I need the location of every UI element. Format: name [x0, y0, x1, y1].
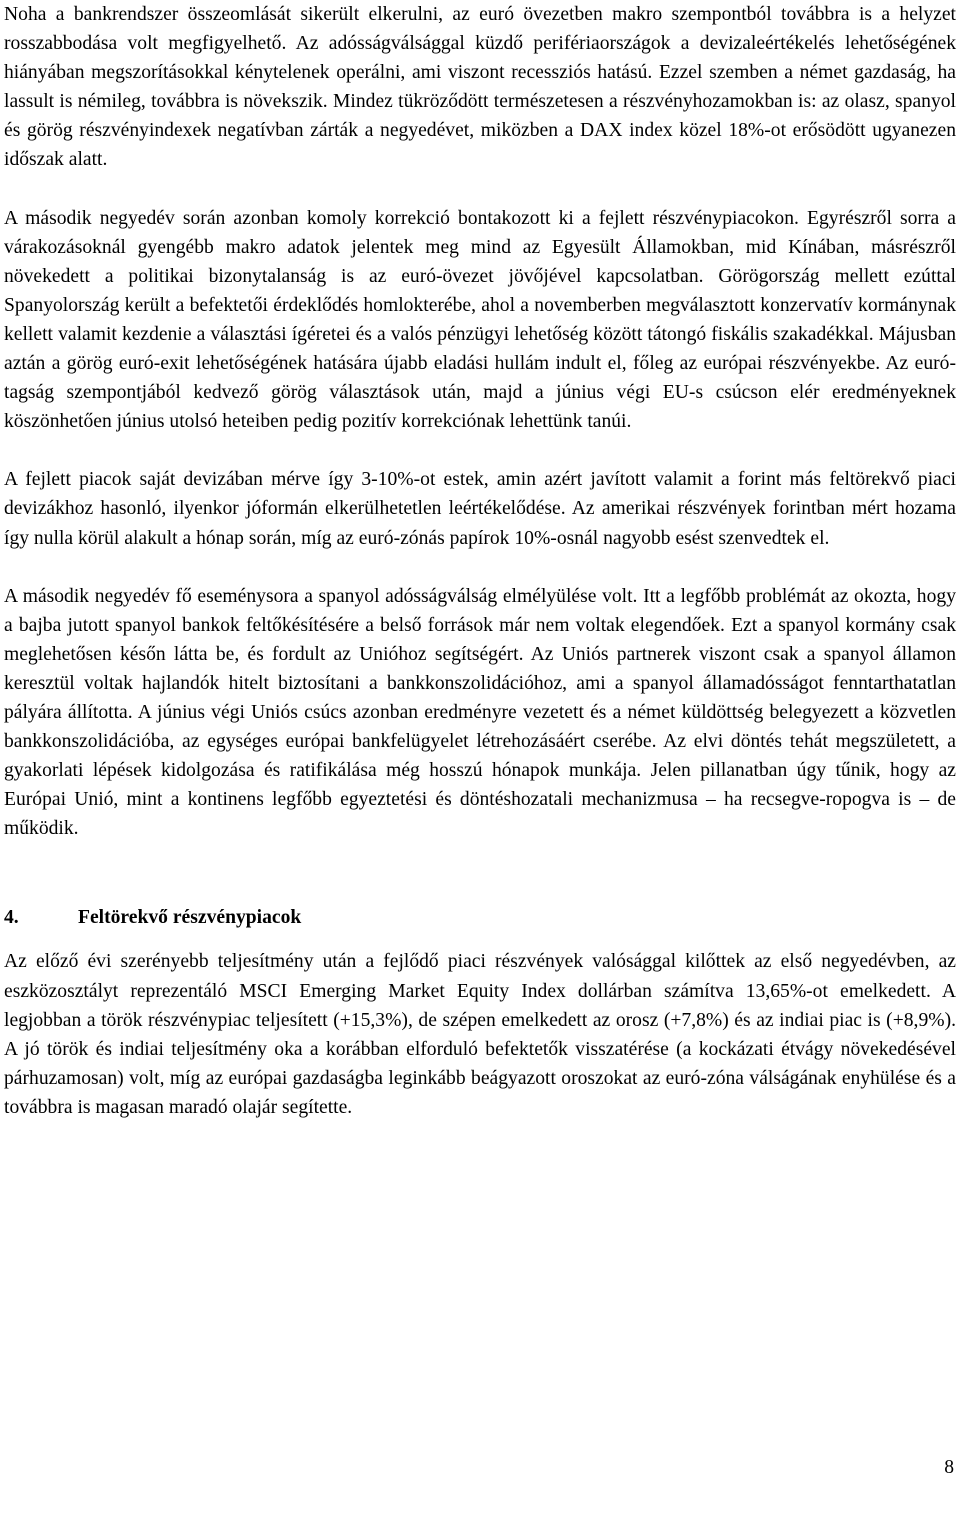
body-paragraph: A második negyedév során azonban komoly korrekció bontakozott ki a fejlett részvénypiacokon. Egyrészről sorra a várakozásoknál gyengébb makro adatok jelentek meg mind az Egyesült Államokban, mid Kínában, másrészről növekedett a politikai bizonytalanság is az euró-övezet jövőjével kapcsolatban. Görögország mellett ezúttal Spanyolország került a befektetői érdeklődés homlokterébe, ahol a novemberben megválasztott konzervatív kormánynak kellett valamit kezdenie a választási ígéretei és a valós pénzügyi lehetőség között tátongó fiskális szakadékkal. Májusban aztán a görög euró-exit lehetőségének hatására újabb eladási hullám indult el, főleg az európai részvényekbe. Az euró-tagság szempontjából kedvező görög választások után, majd a június végi EU-s csúcson elér eredményeknek köszönhetően június utolsó heteiben pedig pozitív korrekciónak lehettünk tanúi. — [4, 207, 956, 433]
section-heading — [4, 903, 956, 932]
section-body-paragraph: Az előző évi szerényebb teljesítmény után a fejlődő piaci részvények valósággal kilőttek az első negyedévben, az eszközosztályt reprezentáló MSCI Emerging Market Equity Index dollárban számítva 13,65%-ot emelkedett. A legjobban a török részvénypiac teljesített (+15,3%), de szépen emelkedett az orosz (+7,8%) és az indiai piac is (+8,9%). A jó török és indiai teljesítmény oka a korábban elforduló befektetők visszatérése (a kockázati étvágy növekedésével párhuzamosan) volt, míg az európai gazdaságba leginkább beágyazott oroszokat az euró-zóna válságának enyhülése és a továbbra is magasan maradó olajár segítette. — [4, 951, 956, 1118]
body-paragraph: Noha a bankrendszer összeomlását sikerült elkerulni, az euró övezetben makro szempontból továbbra is a helyzet rosszabbodása volt megfigyelhető. Az adósságválsággal küzdő perifériaországok a devizaleértékelés lehetőségének hiányában megszorításokkal kénytelenek operálni, ami viszont recessziós hatású. Ezzel szemben a német gazdaság, ha lassult is némileg, továbbra is növekszik. Mindez tükröződött természetesen a részvényhozamokban is: az olasz, spanyol és görög részvényindexek negatívban zárták a negyedévet, miközben a DAX index közel 18%-ot erősödött ugyanezen időszak alatt. — [4, 4, 956, 171]
page-number: 8 — [944, 1457, 954, 1478]
document-page — [4, 0, 956, 1122]
section-number: 4. — [4, 907, 19, 929]
body-paragraph: A fejlett piacok saját devizában mérve így 3-10%-ot estek, amin azért javított valamit a forint más feltörekvő piaci devizákhoz hasonló, ilyenkor jóformán elkerülhetetlen leértékelődése. Az amerikai részvények forintban mért hozama így nulla körül alakult a hónap során, míg az euró-zónás papírok 10%-osnál nagyobb esést szenvedtek el. — [4, 469, 956, 549]
section-title: Feltörekvő részvénypiacok — [78, 907, 302, 929]
body-paragraph: A második negyedév fő eseménysora a spanyol adósságválság elmélyülése volt. Itt a legfőbb problémát az okozta, hogy a bajba jutott spanyol bankok feltőkésítésére a belső források már nem voltak elegendőek. Ezt a spanyol kormány csak meglehetősen későn látta be, és fordult az Unióhoz segítségért. Az Uniós partnerek viszont csak a spanyol államon keresztül voltak hajlandók hitelt biztosítani a bankkonszolidációhoz, ami a spanyol államadósságot fenntarthatatlan pályára állította. A június végi Uniós csúcs azonban eredményre vezetett és a német küldöttség belegyezett a közvetlen bankkonszolidációba, az egységes európai bankfelügyelet létrehozásáért cserébe. Az elvi döntés tehát megszületett, a gyakorlati lépések kidolgozása és ratifikálása még hosszú hónapok munkája. Jelen pillanatban úgy tűnik, hogy az Európai Unió, mint a kontinens legfőbb egyeztetési és döntéshozatali mechanizmusa – ha recsegve-ropogva is – de működik. — [4, 585, 956, 840]
